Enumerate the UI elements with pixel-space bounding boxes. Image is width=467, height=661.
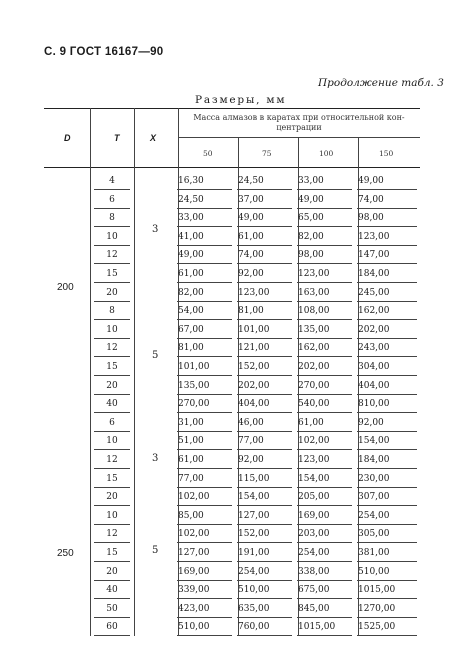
table-row <box>90 563 420 582</box>
table-row <box>90 432 420 451</box>
mass-value-100: 98,00 <box>298 250 324 261</box>
mass-value-100: 254,00 <box>298 548 330 558</box>
mass-value-100: 108,00 <box>298 306 330 317</box>
table-row <box>90 321 420 340</box>
t-value: 12 <box>106 455 118 465</box>
mass-value-100: 82,00 <box>298 231 324 242</box>
mass-value-150: 74,00 <box>358 194 384 205</box>
t-value: 15 <box>106 548 118 558</box>
mass-value-50: 61,00 <box>178 269 204 279</box>
t-value: 12 <box>106 343 118 354</box>
table-row <box>90 600 420 619</box>
table-row <box>90 265 420 284</box>
t-value: 8 <box>109 306 115 317</box>
mass-value-100: 205,00 <box>298 492 330 503</box>
table-row <box>90 377 420 396</box>
mass-value-75: 101,00 <box>238 324 270 335</box>
mass-value-75: 49,00 <box>238 213 264 224</box>
t-value: 15 <box>106 269 118 279</box>
column-header-d: D <box>64 133 71 143</box>
value-underline <box>237 635 292 636</box>
mass-value-50: 82,00 <box>178 287 204 298</box>
mass-value-50: 41,00 <box>178 231 204 242</box>
concentration-75: 75 <box>262 149 272 158</box>
mass-value-75: 81,00 <box>238 306 264 317</box>
mass-header-line2: центрации <box>276 123 322 132</box>
t-value: 6 <box>109 417 115 428</box>
mass-value-150: 1015,00 <box>358 585 396 596</box>
mass-value-150: 510,00 <box>358 566 390 577</box>
mass-value-100: 123,00 <box>298 269 330 279</box>
mass-value-100: 102,00 <box>298 436 330 447</box>
mass-value-150: 254,00 <box>358 510 390 521</box>
mass-value-150: 1270,00 <box>358 603 396 614</box>
mass-value-50: 423,00 <box>178 603 210 614</box>
mass-value-150: 810,00 <box>358 399 390 410</box>
mass-value-75: 24,50 <box>238 176 264 186</box>
mass-value-150: 381,00 <box>358 548 390 558</box>
t-value: 60 <box>106 622 118 633</box>
table-row <box>90 339 420 358</box>
mass-value-150: 154,00 <box>358 436 390 447</box>
mass-header <box>182 113 416 133</box>
mass-value-50: 102,00 <box>178 492 210 503</box>
table-row <box>90 618 420 637</box>
table-row <box>90 358 420 377</box>
mass-value-50: 101,00 <box>178 362 210 372</box>
mass-value-150: 1525,00 <box>358 622 396 633</box>
mass-value-75: 202,00 <box>238 380 270 391</box>
table-row <box>90 507 420 526</box>
mass-value-150: 230,00 <box>358 473 390 484</box>
table-row <box>90 414 420 433</box>
mass-value-100: 61,00 <box>298 417 324 428</box>
mass-value-100: 65,00 <box>298 213 324 224</box>
table-header-rule <box>44 167 420 168</box>
column-header-t: T <box>114 133 120 143</box>
mass-value-75: 635,00 <box>238 603 270 614</box>
x-value-group-2: 5 <box>152 350 159 361</box>
t-value: 10 <box>106 436 118 447</box>
mass-value-50: 270,00 <box>178 399 210 410</box>
mass-header-rule <box>178 137 420 138</box>
mass-value-150: 49,00 <box>358 176 384 186</box>
mass-value-100: 154,00 <box>298 473 330 484</box>
mass-value-75: 154,00 <box>238 492 270 503</box>
mass-value-150: 202,00 <box>358 324 390 335</box>
mass-value-75: 115,00 <box>238 473 270 484</box>
mass-value-100: 33,00 <box>298 176 324 186</box>
t-value: 20 <box>106 380 118 391</box>
mass-value-75: 92,00 <box>238 455 264 465</box>
mass-value-75: 760,00 <box>238 622 270 633</box>
mass-value-75: 254,00 <box>238 566 270 577</box>
mass-value-75: 77,00 <box>238 436 264 447</box>
mass-value-50: 135,00 <box>178 380 210 391</box>
value-underline <box>177 635 232 636</box>
mass-value-50: 51,00 <box>178 436 204 447</box>
mass-value-100: 163,00 <box>298 287 330 298</box>
table-row <box>90 581 420 600</box>
column-header-x: X <box>150 133 157 143</box>
mass-value-150: 123,00 <box>358 231 390 242</box>
mass-value-50: 85,00 <box>178 510 204 521</box>
mass-value-50: 102,00 <box>178 529 210 540</box>
mass-value-150: 245,00 <box>358 287 390 298</box>
table-row <box>90 488 420 507</box>
column-divider <box>90 108 91 168</box>
t-value: 10 <box>106 510 118 521</box>
mass-value-50: 54,00 <box>178 306 204 317</box>
mass-value-150: 305,00 <box>358 529 390 540</box>
mass-value-50: 49,00 <box>178 250 204 261</box>
mass-value-50: 67,00 <box>178 324 204 335</box>
mass-value-100: 123,00 <box>298 455 330 465</box>
x-value-group-4: 5 <box>152 545 159 556</box>
mass-value-75: 127,00 <box>238 510 270 521</box>
mass-value-100: 675,00 <box>298 585 330 596</box>
mass-value-150: 147,00 <box>358 250 390 261</box>
value-underline <box>297 635 352 636</box>
sizes-caption: Размеры, мм <box>195 94 287 106</box>
d-value-200: 200 <box>57 282 74 293</box>
mass-value-75: 404,00 <box>238 399 270 410</box>
table-row <box>90 209 420 228</box>
mass-value-150: 162,00 <box>358 306 390 317</box>
mass-value-75: 152,00 <box>238 362 270 372</box>
table-top-rule <box>44 108 420 109</box>
table-continuation-label: Продолжение табл. 3 <box>318 77 444 89</box>
t-value: 15 <box>106 362 118 372</box>
mass-value-150: 184,00 <box>358 269 390 279</box>
page-reference: С. 9 ГОСТ 16167—90 <box>44 46 164 58</box>
t-value: 20 <box>106 566 118 577</box>
mass-value-50: 169,00 <box>178 566 210 577</box>
t-value: 10 <box>106 324 118 335</box>
t-value: 40 <box>106 585 118 596</box>
mass-value-75: 152,00 <box>238 529 270 540</box>
mass-value-100: 169,00 <box>298 510 330 521</box>
t-value: 12 <box>106 529 118 540</box>
mass-value-75: 46,00 <box>238 417 264 428</box>
t-value: 6 <box>109 194 115 205</box>
mass-value-75: 121,00 <box>238 343 270 354</box>
t-value: 4 <box>109 176 115 186</box>
mass-value-150: 243,00 <box>358 343 390 354</box>
table-row <box>90 525 420 544</box>
mass-value-150: 307,00 <box>358 492 390 503</box>
mass-value-50: 81,00 <box>178 343 204 354</box>
mass-value-50: 16,30 <box>178 176 204 186</box>
mass-value-100: 540,00 <box>298 399 330 410</box>
table-row <box>90 191 420 210</box>
d-value-250: 250 <box>57 548 74 559</box>
mass-value-50: 61,00 <box>178 455 204 465</box>
mass-value-50: 510,00 <box>178 622 210 633</box>
mass-value-100: 1015,00 <box>298 622 336 633</box>
concentration-100: 100 <box>319 149 334 158</box>
mass-value-75: 92,00 <box>238 269 264 279</box>
table-row <box>90 228 420 247</box>
mass-value-100: 845,00 <box>298 603 330 614</box>
mass-value-150: 184,00 <box>358 455 390 465</box>
table-row <box>90 451 420 470</box>
mass-value-100: 203,00 <box>298 529 330 540</box>
mass-value-50: 127,00 <box>178 548 210 558</box>
table-row <box>90 395 420 414</box>
mass-value-50: 31,00 <box>178 417 204 428</box>
value-underline <box>357 635 417 636</box>
t-value: 50 <box>106 603 118 614</box>
mass-value-75: 191,00 <box>238 548 270 558</box>
table-row <box>90 470 420 489</box>
x-value-group-1: 3 <box>152 224 159 235</box>
mass-value-75: 37,00 <box>238 194 264 205</box>
t-value: 20 <box>106 287 118 298</box>
t-value: 8 <box>109 213 115 224</box>
mass-value-150: 404,00 <box>358 380 390 391</box>
t-underline <box>94 635 130 636</box>
t-value: 12 <box>106 250 118 261</box>
mass-value-50: 77,00 <box>178 473 204 484</box>
mass-value-100: 135,00 <box>298 324 330 335</box>
mass-header-line1: Масса алмазов в каратах при относительной кон- <box>193 113 405 122</box>
mass-value-150: 92,00 <box>358 417 384 428</box>
mass-value-100: 49,00 <box>298 194 324 205</box>
concentration-150: 150 <box>379 149 394 158</box>
t-value: 15 <box>106 473 118 484</box>
t-value: 10 <box>106 231 118 242</box>
mass-value-100: 338,00 <box>298 566 330 577</box>
table-row <box>90 544 420 563</box>
mass-value-150: 304,00 <box>358 362 390 372</box>
mass-value-75: 61,00 <box>238 231 264 242</box>
mass-value-150: 98,00 <box>358 213 384 224</box>
table-row <box>90 284 420 303</box>
x-value-group-3: 3 <box>152 453 159 464</box>
mass-value-50: 33,00 <box>178 213 204 224</box>
table-row <box>90 172 420 191</box>
mass-value-50: 24,50 <box>178 194 204 205</box>
mass-value-75: 74,00 <box>238 250 264 261</box>
mass-value-100: 162,00 <box>298 343 330 354</box>
mass-value-100: 270,00 <box>298 380 330 391</box>
mass-value-75: 123,00 <box>238 287 270 298</box>
mass-value-100: 202,00 <box>298 362 330 372</box>
t-value: 40 <box>106 399 118 410</box>
table-row <box>90 302 420 321</box>
mass-value-75: 510,00 <box>238 585 270 596</box>
mass-value-50: 339,00 <box>178 585 210 596</box>
concentration-50: 50 <box>203 149 213 158</box>
t-value: 20 <box>106 492 118 503</box>
table-row <box>90 246 420 265</box>
